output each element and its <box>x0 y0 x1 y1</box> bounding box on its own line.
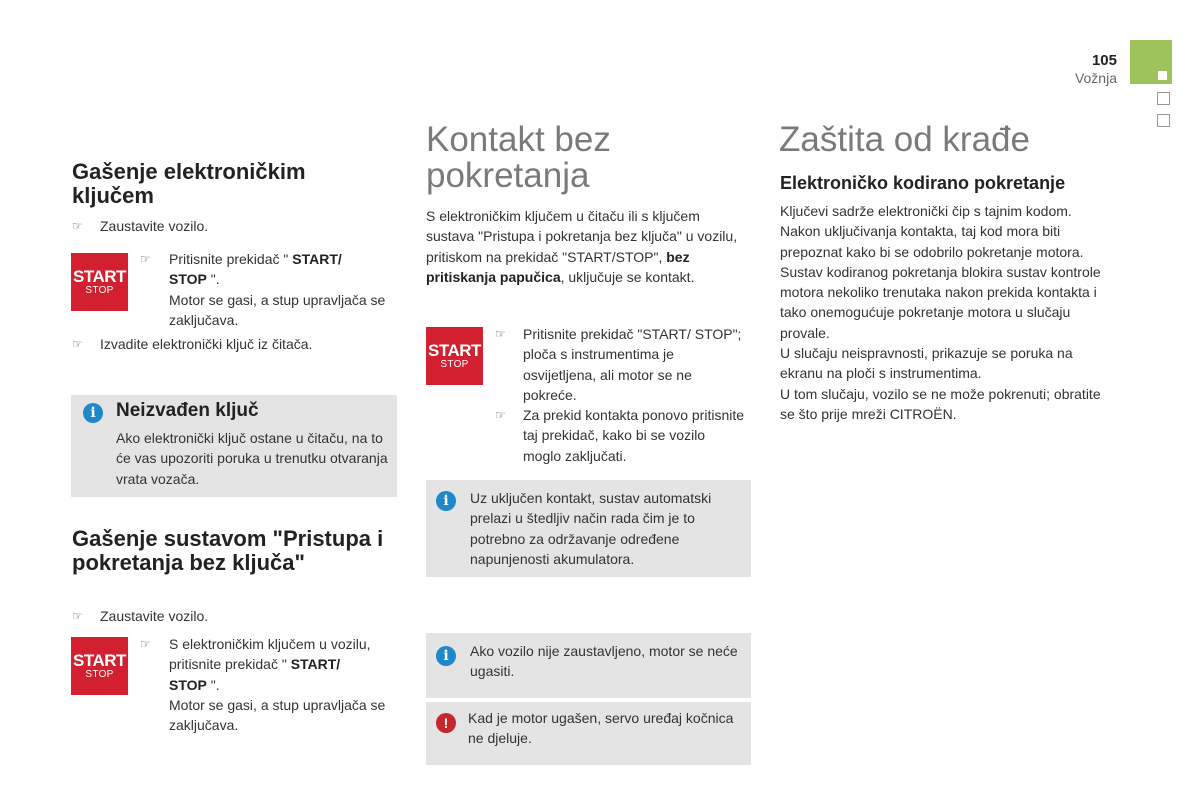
start-stop-button-image: START STOP <box>71 637 128 695</box>
list-item: ☞ Za prekid kontakta ponovo pritisnite taj prekidač, kako bi se vozilo moglo zaključati. <box>495 407 745 464</box>
hand-pointer-icon: ☞ <box>72 219 83 233</box>
section-title-ignition: Kontakt bez pokretanja <box>426 120 611 195</box>
hand-pointer-icon: ☞ <box>140 637 151 651</box>
info-note-unremoved-key <box>71 395 397 497</box>
warning-note-brake-servo <box>426 702 751 765</box>
list-item: ☞ Zaustavite vozilo. <box>72 606 382 626</box>
list-item: ☞ S elektroničkim ključem u vozilu, pritisnite prekidač " START/ STOP ". Motor se gasi, a stup upravljača se zaključava. <box>140 636 386 734</box>
info-note-economy-mode <box>426 480 751 577</box>
info-icon: i <box>436 646 456 666</box>
chapter-tab-empty <box>1157 92 1170 105</box>
subheading-coded-start: Elektroničko kodirano pokretanje <box>780 173 1066 193</box>
hand-pointer-icon: ☞ <box>495 408 506 422</box>
hand-pointer-icon: ☞ <box>72 337 83 351</box>
info-icon: i <box>436 491 456 511</box>
intro-paragraph: S elektroničkim ključem u čitaču ili s ključem sustava "Pristupa i pokretanja bez ključa" u vozilu, pritiskom na prekidač "START/STOP", bez pritiskanja papučica, uključuje se kontakt. <box>426 208 738 285</box>
info-icon: i <box>83 403 103 423</box>
hand-pointer-icon: ☞ <box>495 327 506 341</box>
info-note-moving-vehicle <box>426 633 751 698</box>
page-number: 105 <box>1091 52 1117 69</box>
start-stop-button-image: START STOP <box>426 327 483 385</box>
hand-pointer-icon: ☞ <box>140 252 151 266</box>
chapter-tab-empty <box>1157 114 1170 127</box>
heading-keyless-shutdown: Gašenje sustavom "Pristupa i pokretanja bez ključa" <box>72 526 384 575</box>
list-item: ☞ Izvadite elektronički ključ iz čitača. <box>72 334 392 354</box>
hand-pointer-icon: ☞ <box>72 609 83 623</box>
section-title-anti-theft: Zaštita od krađe <box>779 120 1030 159</box>
heading-electronic-key-shutdown: Gašenje elektroničkim ključem <box>72 159 306 208</box>
start-stop-button-image: START STOP <box>71 253 128 311</box>
note-text: Uz uključen kontakt, sustav automatski prelazi u štedljiv način rada čim je to potrebno za održavanje određene napunjenosti akumulatora. <box>470 490 712 567</box>
list-item: ☞ Pritisnite prekidač " START/ STOP ". Motor se gasi, a stup upravljača se zaključava. <box>140 251 386 328</box>
section-label: Vožnja <box>1074 70 1117 86</box>
warning-icon: ! <box>436 713 456 733</box>
note-text: Ako elektronički ključ ostane u čitaču, na to će vas upozoriti poruka u trenutku otvaranja vrata vozača. <box>116 430 388 487</box>
chapter-tab-active <box>1130 40 1172 84</box>
list-item: ☞ Pritisnite prekidač "START/ STOP"; ploča s instrumentima je osvijetljena, ali motor se ne pokreće. <box>495 326 742 403</box>
list-item: ☞ Zaustavite vozilo. <box>72 216 382 236</box>
anti-theft-body: Ključevi sadrže elektronički čip s tajnim kodom. Nakon uključivanja kontakta, taj kod mora biti prepoznat kako bi se odobrilo pokretanje motora. Sustav kodiranog pokretanja blokira sustav kontrole motora nekoliko trenutaka nakon prekida kontakta i tako onemogućuje pokretanje motora u slučaju provale. U slučaju neispravnosti, prikazuje se poruka na ekranu na ploči s instrumentima. U tom slučaju, vozilo se ne može pokrenuti; obratite se što prije mreži CITROËN. <box>780 203 1101 422</box>
warning-text: Kad je motor ugašen, servo uređaj kočnica ne djeluje. <box>468 710 734 747</box>
tab-marker <box>1158 71 1167 80</box>
note-text: Ako vozilo nije zaustavljeno, motor se neće ugasiti. <box>470 643 738 680</box>
note-title: Neizvađen ključ <box>116 400 259 421</box>
